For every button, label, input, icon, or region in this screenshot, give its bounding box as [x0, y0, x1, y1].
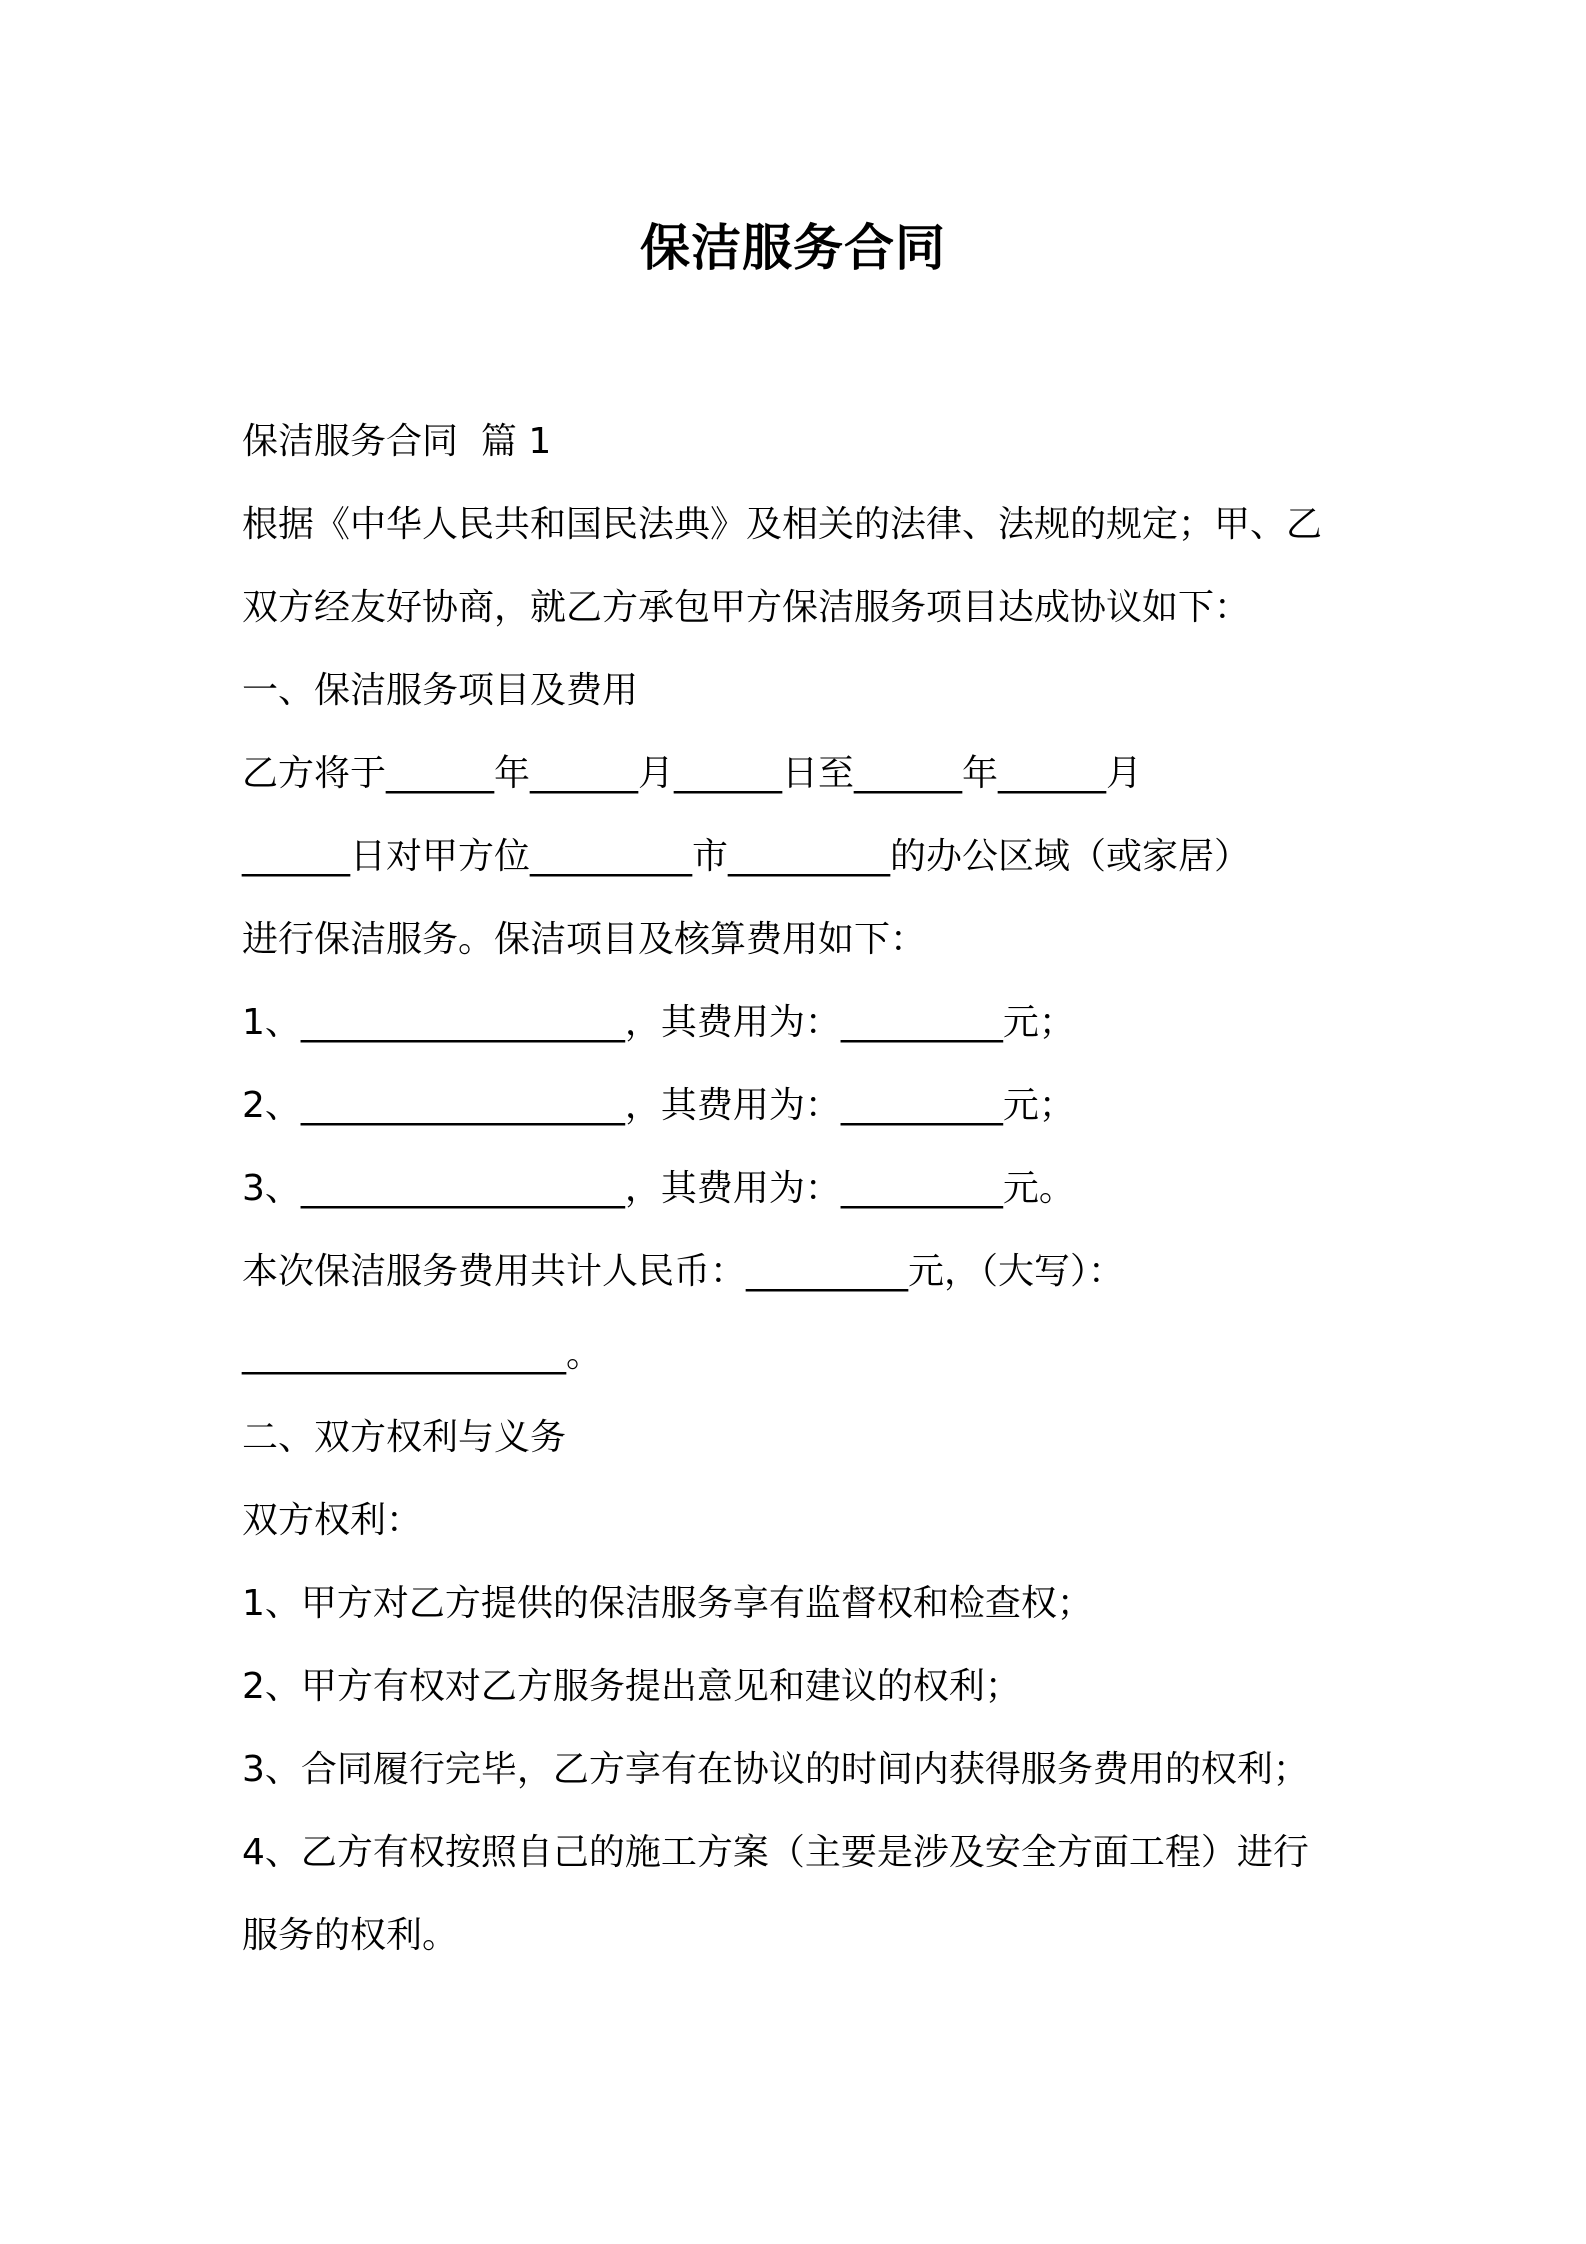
list-item: 3、合同履行完毕，乙方享有在协议的时间内获得服务费用的权利； [242, 1749, 1309, 1790]
document-title: 保洁服务合同 [640, 219, 946, 277]
section-heading: 一、保洁服务项目及费用 [242, 670, 639, 711]
paragraph-line: ______日对甲方位_________市_________的办公区域（或家居） [242, 836, 1251, 877]
section-heading: 二、双方权利与义务 [242, 1417, 567, 1458]
list-item: 1、__________________，其费用为：_________元； [242, 1002, 1075, 1043]
section-heading-part-1: 保洁服务合同 篇 1 [242, 421, 552, 462]
paragraph-line: 进行保洁服务。保洁项目及核算费用如下： [242, 919, 927, 960]
list-item-continuation: 服务的权利。 [242, 1915, 459, 1956]
paragraph-line: __________________。 [242, 1334, 602, 1375]
list-item: 2、甲方有权对乙方服务提出意见和建议的权利； [242, 1666, 1021, 1707]
paragraph-line: 双方经友好协商，就乙方承包甲方保洁服务项目达成协议如下： [242, 587, 1251, 628]
paragraph-line: 本次保洁服务费用共计人民币：_________元，（大写）： [242, 1251, 1125, 1292]
paragraph-line: 根据《中华人民共和国民法典》及相关的法律、法规的规定；甲、乙 [242, 504, 1323, 545]
paragraph-line: 乙方将于______年______月______日至______年______月 [242, 753, 1143, 794]
list-item: 2、__________________，其费用为：_________元； [242, 1085, 1075, 1126]
list-item: 1、甲方对乙方提供的保洁服务享有监督权和检查权； [242, 1583, 1093, 1624]
list-item: 3、__________________，其费用为：_________元。 [242, 1168, 1075, 1209]
list-item: 4、乙方有权按照自己的施工方案（主要是涉及安全方面工程）进行 [242, 1832, 1309, 1873]
subheading: 双方权利： [242, 1500, 423, 1541]
